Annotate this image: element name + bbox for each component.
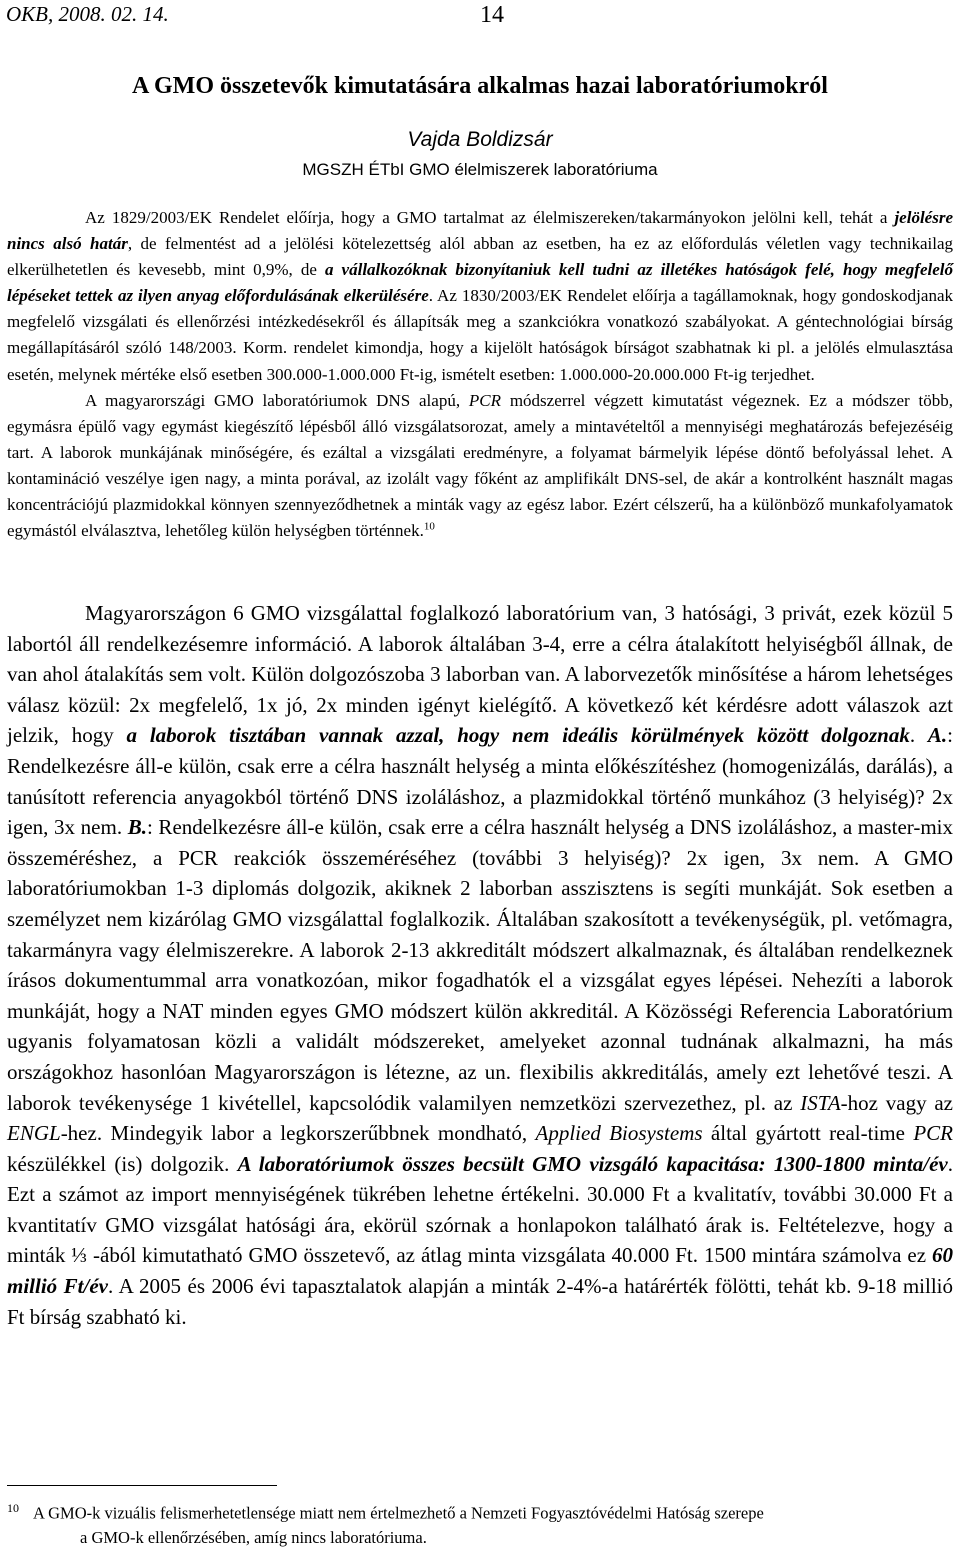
- question-label-b: B.: [127, 815, 147, 840]
- text-run: módszerrel végzett kimutatást végeznek. Ez a módszer több, egymásra épülő vagy egymást kiegészítő lépésből álló vizsgálatsorozat, amely a mintavételtől a mennyiségi meghatározás befejezéséig tart. A laborok munkájának minőségére, és ezáltal a vizsgálati eredményre, a folyamat bármelyik lépése döntő befolyással lehet. A kontamináció veszélye igen nagy, a minta porával, az izolált vagy főként az amplifikált DNS-sel, de akár a kontrolként használt magas koncentrációjú plazmidokkal könnyen szennyeződhetnek a minták vagy az egész labor. Ezért célszerű, ha a különböző munkafolyamatok egymástól elválasztva, lehetőleg külön helységben történnek.: [7, 390, 954, 541]
- header-date: OKB, 2008. 02. 14.: [6, 2, 169, 26]
- term-pcr: PCR: [913, 1121, 953, 1146]
- text-run: készülékkel (is) dolgozik.: [7, 1151, 238, 1176]
- text-run: Magyarországon 6 GMO vizsgálattal foglalkozó laboratórium van, 3 hatósági, 3 privát, ezek közül 5 labortól áll rendelkezésemre információ. A laborok általában 3-4, erre a célra átalakított helyiségből állnak, de van ahol átalakítás sem volt. Külön dolgozószoba 3 laborban van. A laborvezetők minősítése a három lehetséges válasz közül: 2x megfelelő, 1x jó, 2x minden igényt kielégítő. A következő két kérdésre adott válaszok azt jelzik, hogy: [7, 601, 953, 748]
- footnote-reference: 10: [423, 520, 435, 533]
- term-pcr: PCR: [468, 390, 502, 410]
- text-run: : Rendelkezésre áll-e külön, csak erre a célra használt helység a DNS izoláláshoz, a master-mix összeméréshez, a PCR reakciók összeméréséhez (további 3 helyiség)? 2x igen, 3x nem. A GMO laboratóriumokban 1-3 diplomás dolgozik, akiknek 2 laborban asszisztens is segíti munkáját. Sok esetben a személyzet nem kizárólag GMO vizsgálattal foglalkozik. Általában szakosított a tevékenységük, pl. vetőmagra, takarmányra vagy élelmiszerekre. A laborok 2-13 akkreditált módszert alkalmaznak, és általában rendelkeznek írásos dokumentummal arra vonatkozóan, mikor fogadhatók el a vizsgálat egyes lépései. Nehezíti a laborok munkáját, hogy a NAT minden egyes GMO módszert külön akkreditál. A Közösségi Referencia Laboratórium ugyanis folyamatosan közli a validált módszereket, amelyeket azonnal tudnának alkalmazni, ha más országokhoz hasonlóan Magyarországon is létezne, az un. flexibilis akkreditálás, amely ezt lehetővé teszi. A laborok tevékenysége 1 kivétellel, kapcsolódik valamilyen nemzetközi szervezethez, pl. az: [7, 815, 953, 1115]
- footnote-text-continued: a GMO-k ellenőrzésében, amíg nincs laboratóriuma.: [80, 1527, 427, 1547]
- main-section: [7, 598, 953, 1332]
- term-applied-biosystems: Applied Biosystems: [535, 1121, 703, 1146]
- emphasis-no-threshold: jelölésre nincs alsó határ: [7, 208, 953, 254]
- footnote-mark: 10: [7, 1501, 19, 1515]
- author-name: Vajda Boldizsár: [407, 128, 553, 151]
- question-label-a: A.: [927, 723, 948, 748]
- text-run: : Rendelkezésre áll-e külön, csak erre a célra használt helység a minta előkészítéshez (homogenizálás, darálás), a tanúsított referencia anyagokból történő DNS izoláláshoz, a plazmidokkal történő munkához (3 helyiség)? 2x igen, 3x nem.: [7, 723, 953, 840]
- page-header: [6, 2, 946, 28]
- paragraph-regulation: [7, 205, 953, 388]
- intro-section: [7, 205, 953, 544]
- text-run: , de felmentést ad a jelölési kötelezettség alól abban az esetben, ha ez az előfordulás véletlen vagy technikailag elkerülhetetlen és kevesebb, mint 0,9%, de: [7, 234, 953, 280]
- text-run: . Ezt a számot az import mennyiségének tükrében lehetne értékelni. 30.000 Ft a kvalitatív, további 30.000 Ft a kvantitatív GMO vizsgálat hatósági ára, ekörül szórnak a honlapokon található árak is. Feltételezve, hogy a minták ⅓ -ából kimutatható GMO összetevő, az átlag minta vizsgálata 40.000 Ft. 1500 mintára számolva ez: [7, 1151, 953, 1268]
- text-run: -hez. Mindegyik labor a legkorszerűbbnek mondható,: [60, 1121, 536, 1146]
- term-engl: ENGL: [7, 1121, 61, 1146]
- page-number: 14: [480, 2, 504, 28]
- text-run: -hoz vagy az: [840, 1090, 954, 1115]
- footnote: [7, 1496, 953, 1550]
- author-institution: MGSZH ÉTbI GMO élelmiszerek laboratóriuma: [302, 160, 658, 179]
- text-run: .: [909, 723, 928, 748]
- text-run: által gyártott real-time: [702, 1121, 914, 1146]
- text-run: Az 1829/2003/EK Rendelet előírja, hogy a GMO tartalmat az élelmiszereken/takarmányokon jelölni kell, tehát a: [85, 208, 895, 227]
- footnote-text: A GMO-k vizuális felismerhetetlensége miatt nem értelmezhető a Nemzeti Fogyasztóvédelmi Hatóság szerepe: [33, 1503, 764, 1523]
- paragraph-methods: [7, 388, 953, 545]
- article-title: A GMO összetevők kimutatására alkalmas hazai laboratóriumokról: [132, 73, 828, 99]
- term-ista: ISTA: [800, 1090, 841, 1115]
- text-run: . A 2005 és 2006 évi tapasztalatok alapján a minták 2-4%-a határérték fölötti, tehát kb. 9-18 millió Ft bírság szabható ki.: [7, 1274, 953, 1329]
- text-run: A magyarországi GMO laboratóriumok DNS alapú,: [85, 390, 469, 410]
- text-run: . Az 1830/2003/EK Rendelet előírja a tagállamoknak, hogy gondoskodjanak megfelelő vizsgálati és ellenőrzési intézkedésekről és állapítsák meg a szankciókra vonatkozó szabályokat. A géntechnológiai bírság megállapításáról szóló 148/2003. Korm. rendelet kimondja, hogy a kijelölt hatóságok bírságot szabhatnak ki pl. a jelölés elmulasztása esetén, melynek mértéke első esetben 300.000-1.000.000 Ft-ig, ismételt esetben: 1.000.000-20.000.000 Ft-ig terjedhet.: [7, 286, 953, 384]
- footnote-line: [7, 1496, 953, 1526]
- paragraph-labs: [7, 598, 953, 1332]
- emphasis-burden-of-proof: a vállalkozóknak bizonyítaniuk kell tudni az illetékes hatóságok felé, hogy megfelelő lépéseket tettek az ilyen anyag előfordulásának elkerülésére: [7, 260, 954, 306]
- emphasis-annual-cost: 60 millió Ft/év: [7, 1243, 953, 1299]
- footnote-separator: [7, 1485, 277, 1486]
- emphasis-conditions: a laborok tisztában vannak azzal, hogy nem ideális körülmények között dolgoznak: [126, 723, 910, 748]
- emphasis-capacity: A laboratóriumok összes becsült GMO vizsgáló kapacitása: 1300-1800 minta/év: [237, 1151, 948, 1176]
